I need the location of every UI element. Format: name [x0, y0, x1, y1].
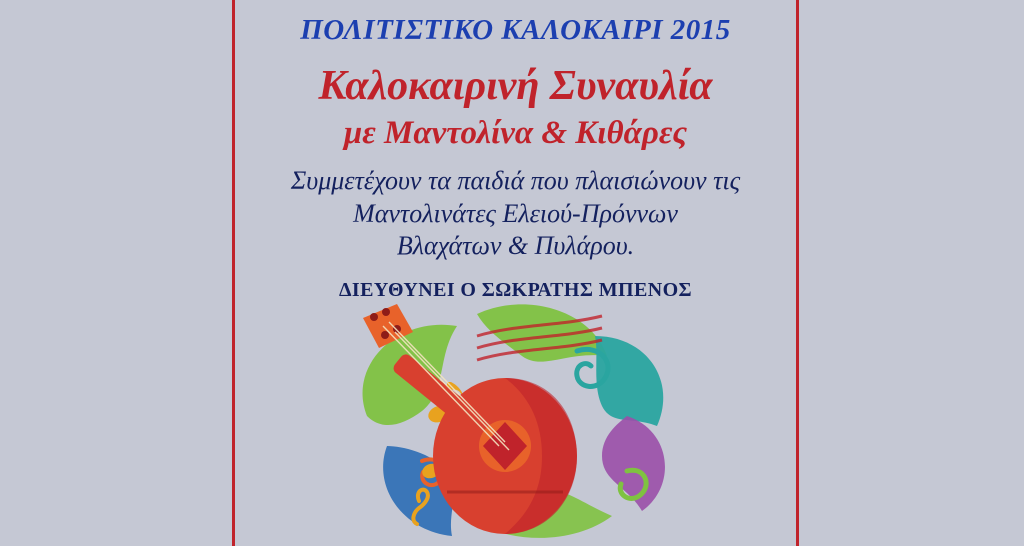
conductor-credit: ΔΙΕΥΘΥΝΕΙ Ο ΣΩΚΡΑΤΗΣ ΜΠΕΝΟΣ: [338, 278, 693, 301]
right-border-rule: [796, 0, 799, 546]
mandolin-illustration: [327, 296, 697, 546]
poster-subtitle: με Μαντολίνα & Κιθάρες: [343, 115, 688, 152]
description-line-1: Συμμετέχουν τα παιδιά που πλαισιώνουν τις: [290, 166, 741, 196]
poster-title: Καλοκαιρινή Συναυλία: [318, 63, 713, 109]
event-series-kicker: ΠΟΛΙΤΙΣΤΙΚΟ ΚΑΛΟΚΑΙΡΙ 2015: [300, 14, 731, 46]
description-line-2: Μαντολινάτες Ελειού-Πρόννων: [353, 198, 678, 228]
poster-description: [235, 165, 796, 263]
description-line-3: Βλαχάτων & Πυλάρου.: [396, 231, 635, 261]
